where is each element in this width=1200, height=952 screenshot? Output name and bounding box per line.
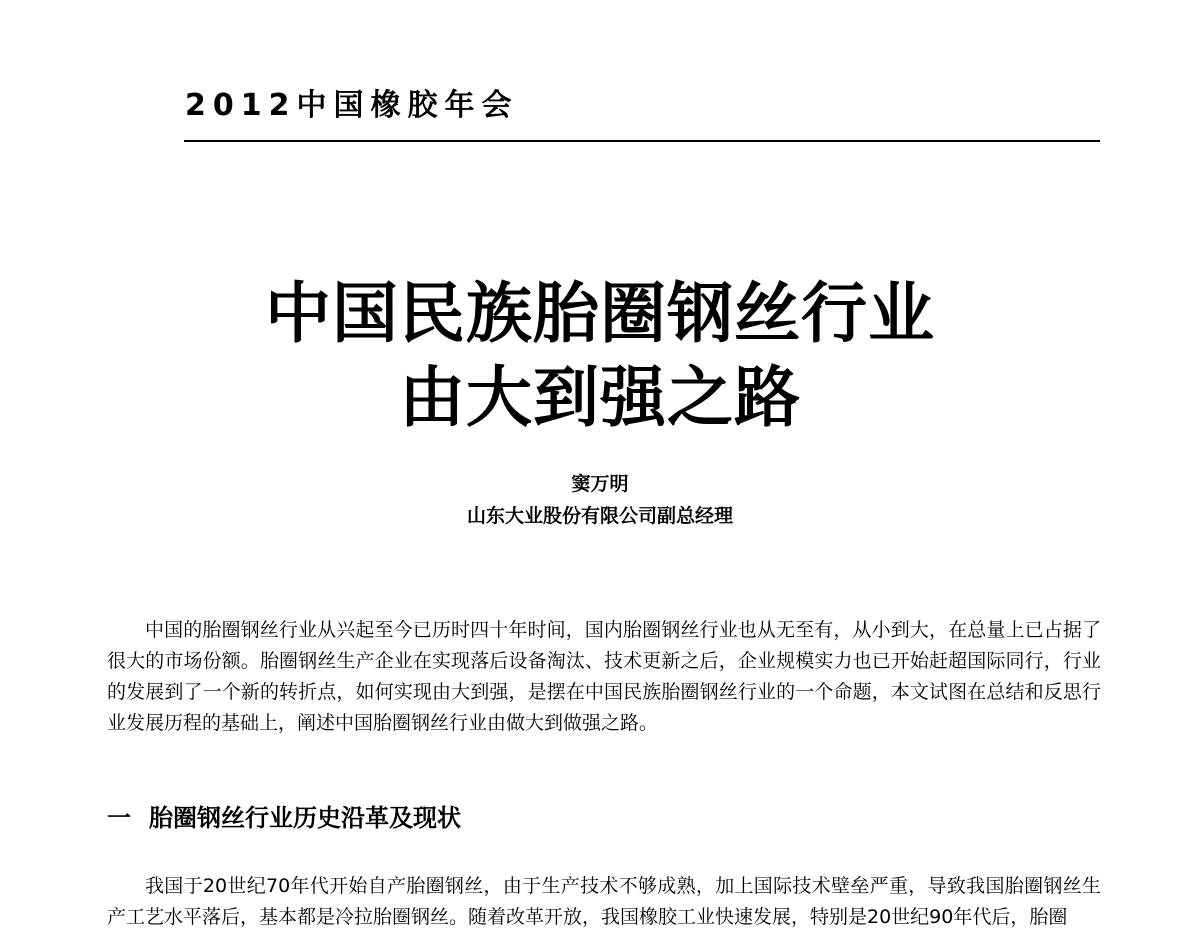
title-line-1: 中国民族胎圈钢丝行业 — [265, 275, 935, 352]
article-title — [0, 272, 1200, 440]
section-title: 胎圈钢丝行业历史沿革及现状 — [149, 804, 461, 832]
section-heading-1 — [107, 800, 461, 836]
byline — [0, 468, 1200, 532]
intro-paragraph: 中国的胎圈钢丝行业从兴起至今已历时四十年时间，国内胎圈钢丝行业也从无至有，从小到大，在总量上已占据了很大的市场份额。胎圈钢丝生产企业在实现落后设备淘汰、技术更新之后，企业规模实力也已开始赶超国际同行，行业的发展到了一个新的转折点，如何实现由大到强，是摆在中国民族胎圈钢丝行业的一个命题，本文试图在总结和反思行业发展历程的基础上，阐述中国胎圈钢丝行业由做大到做强之路。 — [107, 619, 1101, 734]
author-name: 窦万明 — [571, 473, 629, 495]
section-1-paragraph: 我国于20世纪70年代开始自产胎圈钢丝，由于生产技术不够成熟，加上国际技术壁垒严重，导致我国胎圈钢丝生产工艺水平落后，基本都是冷拉胎圈钢丝。随着改革开放，我国橡胶工业快速发展，特别是20世纪90年代后，胎圈 — [107, 875, 1101, 928]
header-rule — [184, 140, 1100, 142]
running-header: 2012中国橡胶年会 — [185, 88, 519, 123]
section-number: 一 — [107, 804, 131, 832]
author-affiliation: 山东大业股份有限公司副总经理 — [466, 505, 733, 527]
title-line-2: 由大到强之路 — [399, 359, 801, 436]
